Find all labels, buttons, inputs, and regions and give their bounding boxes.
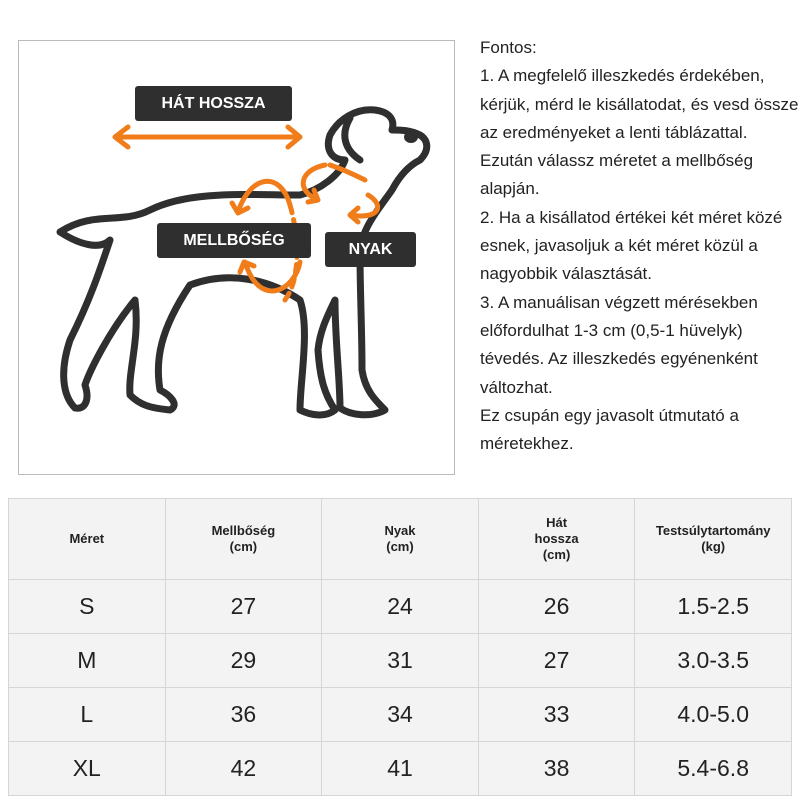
notes-heading: Fontos: xyxy=(480,38,537,57)
cell-chest: 36 xyxy=(165,688,322,742)
cell-back-length: 38 xyxy=(478,742,635,796)
header-back-length: Hát hossza (cm) xyxy=(478,499,635,580)
size-table xyxy=(8,498,792,796)
cell-neck: 41 xyxy=(322,742,479,796)
back-length-label: HÁT HOSSZA xyxy=(135,86,292,121)
table-row xyxy=(9,742,792,796)
cell-chest: 42 xyxy=(165,742,322,796)
cell-neck: 24 xyxy=(322,580,479,634)
neck-arrow xyxy=(303,165,365,202)
cell-back-length: 33 xyxy=(478,688,635,742)
cell-weight: 3.0-3.5 xyxy=(635,634,792,688)
neck-label: NYAK xyxy=(325,232,416,267)
cell-neck: 31 xyxy=(322,634,479,688)
header-neck: Nyak (cm) xyxy=(322,499,479,580)
cell-back-length: 26 xyxy=(478,580,635,634)
cell-size: XL xyxy=(9,742,166,796)
chest-label: MELLBŐSÉG xyxy=(157,223,311,258)
cell-back-length: 27 xyxy=(478,634,635,688)
cell-size: S xyxy=(9,580,166,634)
table-row xyxy=(9,688,792,742)
cell-weight: 5.4-6.8 xyxy=(635,742,792,796)
dog-nose-icon xyxy=(404,131,418,143)
cell-neck: 34 xyxy=(322,688,479,742)
note-item: 3. A manuálisan végzett mérésekben előfordulhat 1-3 cm (0,5-1 hüvelyk) tévedés. Az illeszkedés egyénenként változhat. xyxy=(480,292,758,397)
dog-ear-outline xyxy=(345,118,360,160)
important-notes xyxy=(480,34,800,458)
cell-chest: 27 xyxy=(165,580,322,634)
table-row xyxy=(9,634,792,688)
back-length-arrow xyxy=(115,127,300,147)
note-item: 1. A megfelelő illeszkedés érdekében, kérjük, mérd le kisállatodat, és vesd össze az eredményeket a lenti táblázattal. Ezután válassz méretet a mellbőség alapján. xyxy=(480,66,799,199)
table-header-row xyxy=(9,499,792,580)
cell-size: M xyxy=(9,634,166,688)
table-row xyxy=(9,580,792,634)
cell-weight: 1.5-2.5 xyxy=(635,580,792,634)
header-weight-range: Testsúlytartomány (kg) xyxy=(635,499,792,580)
header-chest: Mellbőség (cm) xyxy=(165,499,322,580)
cell-chest: 29 xyxy=(165,634,322,688)
cell-size: L xyxy=(9,688,166,742)
header-size: Méret xyxy=(9,499,166,580)
cell-weight: 4.0-5.0 xyxy=(635,688,792,742)
note-item: Ez csupán egy javasolt útmutató a méretekhez. xyxy=(480,405,739,454)
note-item: 2. Ha a kisállatod értékei két méret közé esnek, javasoljuk a két méret közül a nagyobbik választását. xyxy=(480,207,783,284)
